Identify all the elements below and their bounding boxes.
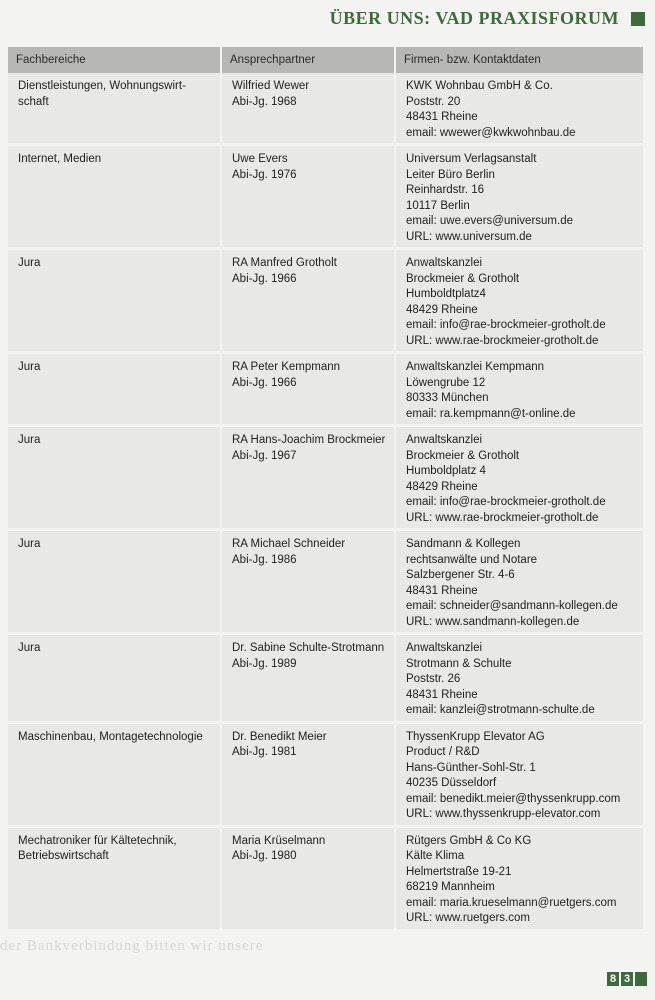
cell-line: email: info@rae-brockmeier-grotholt.de [406,319,606,331]
cell-line: Brockmeier & Grotholt [406,449,520,462]
cell-line: email: ra.kempmann@t-online.de [406,407,576,420]
cell-line: Salzbergener Str. 4-6 [406,569,515,581]
cell-fachbereich [8,145,221,249]
table-row [8,73,643,145]
cell-line: URL: www.universum.de [406,230,532,243]
cell-ansprechpartner [221,426,395,530]
cell-line: RA Michael Schneider [232,538,346,550]
cell-line: URL: www.sandmann-kollegen.de [406,615,580,628]
cell-line: 68219 Mannheim [406,881,495,893]
cell-line: RA Hans-Joachim Brockmeier [232,434,386,446]
cell-kontaktdaten [395,73,643,145]
cell-kontaktdaten [395,826,643,930]
cell-line: Löwengrube 12 [406,376,486,389]
cell-line: RA Peter Kempmann [232,361,341,373]
cell-fachbereich [8,826,221,930]
cell-line: Leiter Büro Berlin [406,168,495,181]
cell-line: Poststr. 20 [406,95,461,108]
page-marker-icon [635,972,647,986]
cell-line: email: info@rae-brockmeier-grotholt.de [406,496,606,508]
cell-ansprechpartner [221,145,395,249]
cell-line: URL: www.rae-brockmeier-grotholt.de [406,511,599,524]
cell-line: KWK Wohnbau GmbH & Co. [406,80,553,92]
cell-line: Poststr. 26 [406,673,461,685]
cell-line: Jura [18,257,41,269]
cell-line: Uwe Evers [232,153,288,165]
cell-line: Mechatroniker für Kältetechnik, [18,834,177,847]
cell-line: Abi-Jg. 1968 [232,95,297,108]
cell-line: Jura [18,434,41,446]
column-header-fachbereiche: Fachbereiche [8,47,221,73]
cell-line: Abi-Jg. 1976 [232,168,297,181]
cell-line: Brockmeier & Grotholt [406,272,520,285]
cell-line: 48429 Rheine [406,480,478,493]
cell-line: Dr. Sabine Schulte-Strotmann [232,642,385,654]
table-row [8,249,643,353]
contacts-table [8,47,643,932]
cell-line: Reinhardstr. 16 [406,184,484,196]
cell-line: Product / R&D [406,746,480,758]
cell-ansprechpartner [221,826,395,930]
cell-line: 48431 Rheine [406,111,478,123]
cell-line: 48431 Rheine [406,584,478,597]
cell-ansprechpartner [221,634,395,723]
cell-line: Abi-Jg. 1986 [232,553,297,566]
table-row [8,426,643,530]
cell-line: Dienstleistungen, Wohnungswirt- [18,80,186,92]
cell-line: Humboldplatz 4 [406,465,486,477]
cell-line: Wilfried Wewer [232,80,310,92]
cell-ansprechpartner [221,722,395,826]
cell-line: email: kanzlei@strotmann-schulte.de [406,704,595,716]
cell-line: Abi-Jg. 1966 [232,272,297,285]
cell-line: Kälte Klima [406,850,465,862]
cell-line: email: wwewer@kwkwohnbau.de [406,126,576,139]
page-digit: 8 [607,972,619,986]
table-row [8,634,643,723]
cell-line: Hans-Günther-Sohl-Str. 1 [406,761,536,774]
cell-line: RA Manfred Grotholt [232,257,337,269]
cell-line: Jura [18,642,41,654]
cell-line: URL: www.thyssenkrupp-elevator.com [406,808,601,820]
cell-line: Maria Krüselmann [232,834,326,847]
cell-line: email: benedikt.meier@thyssenkrupp.com [406,792,621,805]
cell-line: Abi-Jg. 1966 [232,376,297,389]
cell-line: ThyssenKrupp Elevator AG [406,730,545,743]
cell-fachbereich [8,353,221,426]
cell-line: 10117 Berlin [406,199,470,212]
cell-line: Anwaltskanzlei Kempmann [406,361,545,373]
cell-line: Helmertstraße 19-21 [406,865,512,878]
table-row [8,145,643,249]
column-header-kontaktdaten: Firmen- bzw. Kontaktdaten [395,47,643,73]
cell-kontaktdaten [395,722,643,826]
cell-line: email: uwe.evers@universum.de [406,215,573,227]
cell-line: rechtsanwälte und Notare [406,553,538,566]
page-header [0,0,655,40]
cell-line: Sandmann & Kollegen [406,538,521,550]
cell-ansprechpartner [221,530,395,634]
cell-line: Abi-Jg. 1989 [232,657,297,670]
contacts-table-wrapper [8,47,643,932]
header-square-icon [631,12,645,26]
table-row [8,353,643,426]
cell-line: Abi-Jg. 1981 [232,746,297,758]
cell-line: URL: www.ruetgers.com [406,912,530,924]
cell-fachbereich [8,722,221,826]
cell-line: email: maria.krueselmann@ruetgers.com [406,896,617,909]
cell-line: URL: www.rae-brockmeier-grotholt.de [406,334,599,347]
cell-line: schaft [18,95,49,108]
table-header-row [8,47,643,73]
cell-line: Jura [18,361,41,373]
cell-ansprechpartner [221,249,395,353]
cell-kontaktdaten [395,530,643,634]
cell-fachbereich [8,530,221,634]
cell-line: Maschinenbau, Montagetechnologie [18,730,203,743]
bleed-through-text: der Bankverbindung bitten wir unsere [0,938,264,954]
table-row [8,722,643,826]
cell-line: Strotmann & Schulte [406,657,512,670]
section-title: ÜBER UNS: VAD PRAXISFORUM [329,8,619,28]
cell-line: 40235 Düsseldorf [406,777,497,789]
cell-line: 80333 München [406,392,489,404]
cell-line: 48431 Rheine [406,688,478,701]
cell-line: Dr. Benedikt Meier [232,730,327,743]
table-row [8,530,643,634]
cell-fachbereich [8,73,221,145]
cell-fachbereich [8,426,221,530]
cell-line: Anwaltskanzlei [406,257,483,269]
cell-line: Universum Verlagsanstalt [406,153,537,165]
cell-line: Abi-Jg. 1980 [232,850,297,862]
cell-kontaktdaten [395,249,643,353]
cell-kontaktdaten [395,145,643,249]
cell-fachbereich [8,249,221,353]
cell-line: Abi-Jg. 1967 [232,449,297,462]
cell-line: Betriebswirtschaft [18,850,109,862]
cell-line: Rütgers GmbH & Co KG [406,834,532,847]
cell-ansprechpartner [221,73,395,145]
column-header-ansprechpartner: Ansprechpartner [221,47,395,73]
cell-line: email: schneider@sandmann-kollegen.de [406,600,618,612]
cell-kontaktdaten [395,634,643,723]
page-number [607,972,647,986]
page-digit: 3 [621,972,633,986]
cell-line: Anwaltskanzlei [406,434,483,446]
cell-kontaktdaten [395,426,643,530]
cell-line: Humboldtplatz4 [406,288,486,300]
cell-line: Internet, Medien [18,153,102,165]
table-row [8,826,643,930]
table-body [8,73,643,930]
cell-line: 48429 Rheine [406,303,478,316]
cell-fachbereich [8,634,221,723]
cell-line: Anwaltskanzlei [406,642,483,654]
cell-kontaktdaten [395,353,643,426]
cell-line: Jura [18,538,41,550]
cell-ansprechpartner [221,353,395,426]
